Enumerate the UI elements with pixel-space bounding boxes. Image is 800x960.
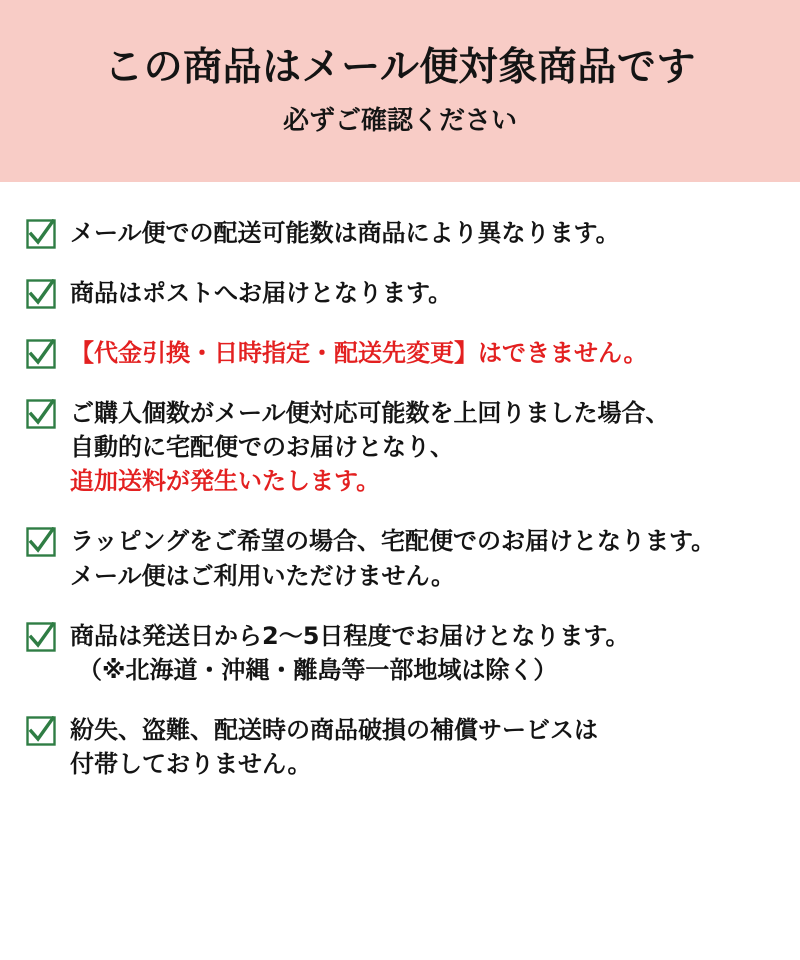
list-item <box>26 619 770 687</box>
list-item-text <box>70 524 770 592</box>
list-item-line: メール便での配送可能数は商品により異なります。 <box>70 219 620 247</box>
list-item-line: メール便はご利用いただけません。 <box>70 561 455 590</box>
list-item <box>26 216 770 250</box>
list-item-line: 追加送料が発生いたします。 <box>70 467 381 496</box>
list-item <box>26 276 770 310</box>
page-subtitle: 必ずご確認ください <box>282 105 517 136</box>
list-item-line: 紛失、盗難、配送時の商品破損の補償サービスは <box>70 715 598 744</box>
list-item-line: ご購入個数がメール便対応可能数を上回りました場合、 <box>70 399 670 428</box>
list-item-text <box>70 216 770 250</box>
checkbox-checked-icon <box>26 219 56 249</box>
list-item <box>26 524 770 592</box>
list-item-line: ラッピングをご希望の場合、宅配便でのお届けとなります。 <box>70 527 716 556</box>
list-item-line: 商品は発送日から2〜5日程度でお届けとなります。 <box>70 621 630 650</box>
list-item <box>26 713 770 781</box>
checkbox-checked-icon <box>26 339 56 369</box>
checkbox-checked-icon <box>26 399 56 429</box>
page-title: この商品はメール便対象商品です <box>104 45 696 90</box>
header-banner <box>0 0 800 182</box>
checkbox-checked-icon <box>26 716 56 746</box>
list-item-line: 付帯しておりません。 <box>70 749 312 778</box>
checkbox-checked-icon <box>26 279 56 309</box>
list-item-text <box>70 619 770 687</box>
list-item-line: 自動的に宅配便でのお届けとなり、 <box>70 433 454 462</box>
list-item <box>26 396 770 498</box>
checkbox-checked-icon <box>26 527 56 557</box>
list-item <box>26 336 770 370</box>
list-item-line: 【代金引換・日時指定・配送先変更】はできません。 <box>70 339 648 368</box>
list-item-line: （※北海道・沖縄・離島等一部地域は除く） <box>78 655 558 684</box>
checkbox-checked-icon <box>26 622 56 652</box>
list-item-text <box>70 713 770 781</box>
list-item-text <box>70 396 770 498</box>
list-item-line: 商品はポストへお届けとなります。 <box>70 279 453 308</box>
list-item-text <box>70 336 770 370</box>
notice-list <box>0 182 800 781</box>
list-item-text <box>70 276 770 310</box>
